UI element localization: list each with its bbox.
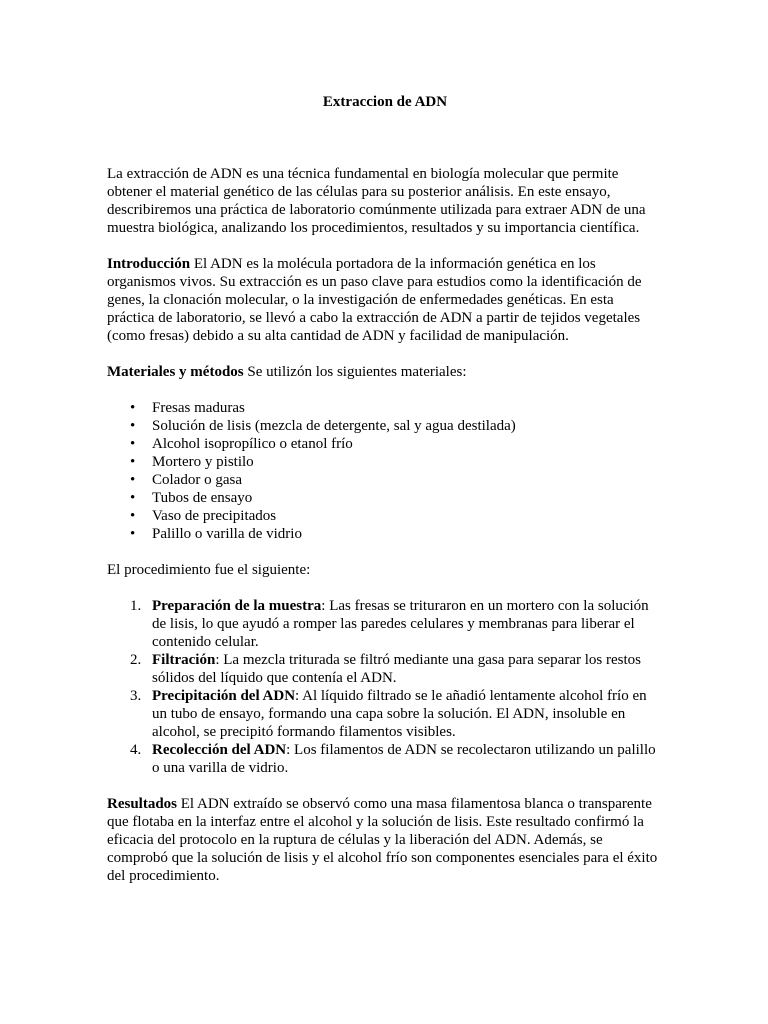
step-heading: Recolección del ADN <box>152 742 287 758</box>
procedure-steps-list <box>107 597 663 777</box>
list-item <box>107 507 663 525</box>
list-item <box>107 417 663 435</box>
procedure-step <box>107 687 663 741</box>
resultados-heading: Resultados <box>107 796 178 812</box>
introduccion-paragraph <box>107 255 663 345</box>
procedimiento-intro: El procedimiento fue el siguiente: <box>107 562 311 578</box>
bullet-icon: • <box>130 508 136 524</box>
list-item <box>107 525 663 543</box>
list-item-text: Alcohol isopropílico o etanol frío <box>152 436 353 452</box>
materiales-heading: Materiales y métodos <box>107 364 244 380</box>
intro-paragraph: La extracción de ADN es una técnica fundamental en biología molecular que permite obtener el material genético de las células para su posterior análisis. En este ensayo, describiremos una práctica de laboratorio comúnmente utilizada para extraer ADN de una muestra biológica, analizando los procedimientos, resultados y su importancia científica. <box>107 166 646 236</box>
bullet-icon: • <box>130 526 136 542</box>
step-text: : Al líquido filtrado se le añadió lentamente alcohol frío en un tubo de ensayo, formando una capa sobre la solución. El ADN, insoluble en alcohol, se precipitó formando filamentos visibles. <box>152 688 647 740</box>
step-text: : Las fresas se trituraron en un mortero con la solución de lisis, lo que ayudó a romper las paredes celulares y membranas para liberar el contenido celular. <box>152 598 649 650</box>
list-item <box>107 489 663 507</box>
introduccion-text: El ADN es la molécula portadora de la información genética en los organismos vivos. Su extracción es un paso clave para estudios como la identificación de genes, la clonación molecular, o la investigación de enfermedades genéticas. En esta práctica de laboratorio, se llevó a cabo la extracción de ADN a partir de tejidos vegetales (como fresas) debido a su alta cantidad de ADN y facilidad de manipulación. <box>107 256 642 344</box>
bullet-icon: • <box>130 454 136 470</box>
document-title: Extraccion de ADN <box>322 94 448 110</box>
bullet-icon: • <box>130 400 136 416</box>
bullet-icon: • <box>130 472 136 488</box>
step-heading: Filtración <box>152 652 216 668</box>
step-heading: Precipitación del ADN <box>152 688 296 704</box>
step-text: : Los filamentos de ADN se recolectaron utilizando un palillo o una varilla de vidrio. <box>152 742 656 776</box>
list-item <box>107 399 663 417</box>
step-number: 4. <box>130 742 142 758</box>
materiales-paragraph <box>107 363 663 381</box>
list-item-text: Tubos de ensayo <box>152 490 253 506</box>
resultados-text: El ADN extraído se observó como una masa filamentosa blanca o transparente que flotaba en la interfaz entre el alcohol y la solución de lisis. Este resultado confirmó la eficacia del protocolo en la ruptura de células y la liberación del ADN. Además, se comprobó que la solución de lisis y el alcohol frío son componentes esenciales para el éxito del procedimiento. <box>107 796 658 884</box>
procedure-step <box>107 597 663 651</box>
bullet-icon: • <box>130 418 136 434</box>
introduccion-heading: Introducción <box>107 256 191 272</box>
list-item-text: Fresas maduras <box>152 400 245 416</box>
step-number: 1. <box>130 598 142 614</box>
list-item-text: Palillo o varilla de vidrio <box>152 526 302 542</box>
bullet-icon: • <box>130 490 136 506</box>
step-number: 3. <box>130 688 142 704</box>
list-item-text: Mortero y pistilo <box>152 454 254 470</box>
step-text: : La mezcla triturada se filtró mediante una gasa para separar los restos sólidos del líquido que contenía el ADN. <box>152 652 641 686</box>
resultados-paragraph <box>107 795 663 885</box>
list-item-text: Vaso de precipitados <box>152 508 277 524</box>
materiales-text: Se utilizón los siguientes materiales: <box>243 364 467 380</box>
bullet-icon: • <box>130 436 136 452</box>
document-body <box>107 93 663 885</box>
list-item <box>107 453 663 471</box>
list-item-text: Colador o gasa <box>152 472 242 488</box>
procedure-step <box>107 741 663 777</box>
materials-list <box>107 399 663 543</box>
list-item-text: Solución de lisis (mezcla de detergente, sal y agua destilada) <box>152 418 516 434</box>
list-item <box>107 435 663 453</box>
list-item <box>107 471 663 489</box>
step-heading: Preparación de la muestra <box>152 598 322 614</box>
step-number: 2. <box>130 652 142 668</box>
procedure-step <box>107 651 663 687</box>
